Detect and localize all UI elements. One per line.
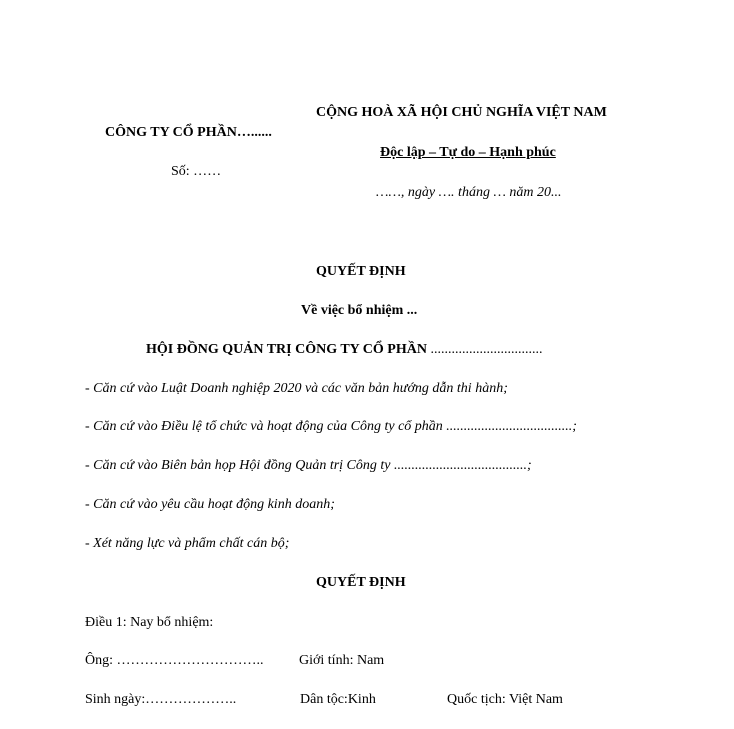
- decision-issuer-blank: ................................: [430, 342, 543, 357]
- appointee-dob: Sinh ngày:………………..: [85, 692, 237, 707]
- article-1: Điều 1: Nay bổ nhiệm:: [85, 615, 214, 630]
- basis-item: - Căn cứ vào Biên bản họp Hội đồng Quản trị Công ty ......................................;: [85, 458, 532, 473]
- basis-item: - Căn cứ vào yêu cầu hoạt động kinh doanh;: [85, 497, 335, 512]
- decides-heading: QUYẾT ĐỊNH: [316, 575, 406, 590]
- appointee-gender: Giới tính: Nam: [299, 653, 385, 668]
- date-line: ……, ngày …. tháng … năm 20...: [376, 185, 562, 200]
- basis-item: - Căn cứ vào Luật Doanh nghiệp 2020 và các văn bản hướng dẫn thi hành;: [85, 381, 508, 396]
- basis-item: - Căn cứ vào Điều lệ tổ chức và hoạt động của Công ty cổ phần ....................................;: [85, 419, 577, 434]
- decision-issuer: HỘI ĐỒNG QUẢN TRỊ CÔNG TY CỔ PHẦN: [146, 342, 427, 357]
- document-number: Số: ……: [171, 164, 222, 179]
- decision-issuer-line: [146, 343, 542, 357]
- national-title: CỘNG HOÀ XÃ HỘI CHỦ NGHĨA VIỆT NAM: [316, 105, 607, 120]
- appointee-name: Ông: …………………………..: [85, 653, 264, 668]
- basis-item: - Xét năng lực và phẩm chất cán bộ;: [85, 536, 290, 551]
- national-motto: Độc lập – Tự do – Hạnh phúc: [380, 145, 556, 160]
- appointee-nationality: Quốc tịch: Việt Nam: [447, 692, 563, 707]
- decision-subject: Về việc bổ nhiệm ...: [301, 303, 418, 318]
- decision-title: QUYẾT ĐỊNH: [316, 264, 406, 279]
- appointee-ethnicity: Dân tộc:Kinh: [300, 692, 376, 707]
- company-name: CÔNG TY CỔ PHẦN…......: [105, 125, 272, 140]
